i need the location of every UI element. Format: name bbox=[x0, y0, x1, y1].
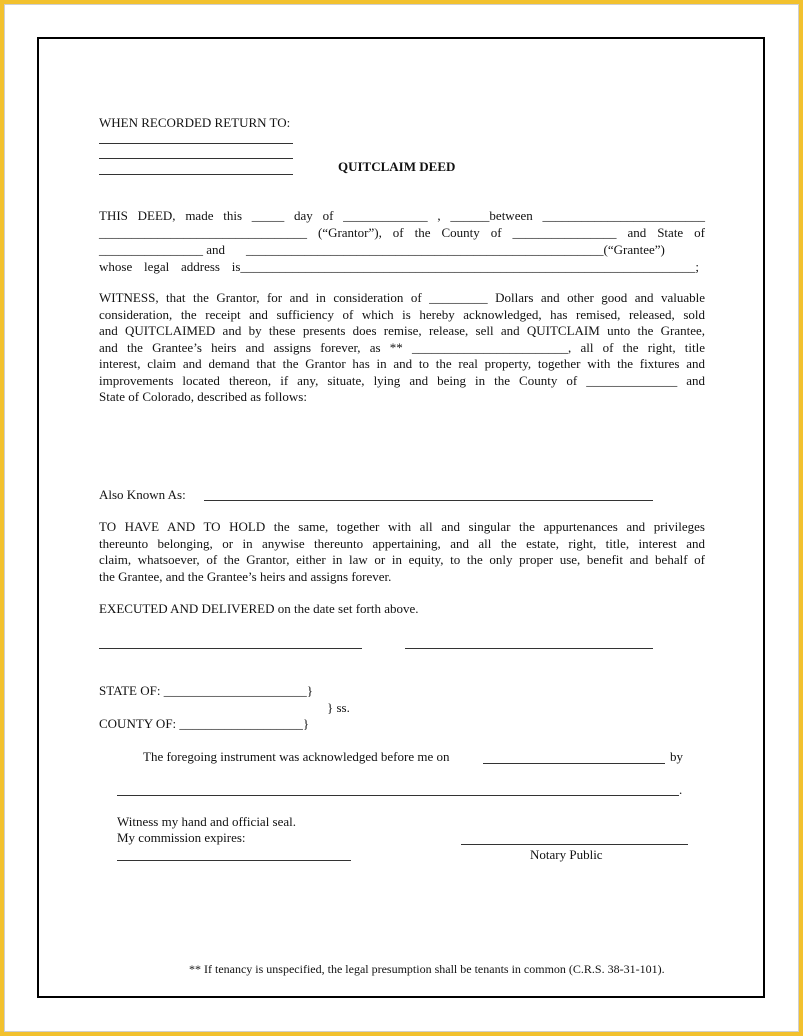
witness-seal-text: Witness my hand and official seal. bbox=[117, 814, 297, 829]
document-title: QUITCLAIM DEED bbox=[338, 159, 456, 174]
notary-signature-line[interactable] bbox=[461, 844, 688, 845]
county-of-field: COUNTY OF: ___________________} bbox=[99, 716, 310, 731]
witness-line-2: consideration, the receipt and sufficiency of which is hereby acknowledged, has remised, released, sold bbox=[99, 307, 705, 322]
return-line-1[interactable] bbox=[99, 143, 293, 144]
executed-text: EXECUTED AND DELIVERED on the date set forth above. bbox=[99, 601, 419, 616]
aka-line[interactable] bbox=[204, 500, 653, 501]
notary-public-label: Notary Public bbox=[530, 847, 603, 862]
witness-line-3: and QUITCLAIMED and by these presents does remise, release, sell and QUITCLAIM unto the Grantee, bbox=[99, 323, 705, 338]
witness-line-1: WITNESS, that the Grantor, for and in consideration of _________ Dollars and other good and valuable bbox=[99, 290, 705, 305]
habendum-line-2: thereunto belonging, or in anywise thereunto appertaining, and all the estate, right, title, interest and bbox=[99, 536, 705, 551]
acknowledged-by-line[interactable] bbox=[117, 795, 679, 796]
deed-intro-line-3a: ________________ and bbox=[99, 242, 226, 257]
acknowledgment-date-line[interactable] bbox=[483, 763, 665, 764]
commission-expires-label: My commission expires: bbox=[117, 830, 246, 845]
deed-intro-line-3b: _______________________________________________________(“Grantee”) bbox=[246, 242, 665, 257]
acknowledgment-period: . bbox=[679, 782, 683, 797]
return-line-2[interactable] bbox=[99, 158, 293, 159]
grantor-signature-line-2[interactable] bbox=[405, 648, 653, 649]
habendum-line-3: claim, whatsoever, of the Grantor, either in law or in equity, to the only proper use, benefit and behalf of bbox=[99, 552, 705, 567]
commission-date-line[interactable] bbox=[117, 860, 351, 861]
tenancy-footnote: ** If tenancy is unspecified, the legal presumption shall be tenants in common (C.R.S. 38-31-101). bbox=[189, 962, 665, 976]
acknowledgment-by: by bbox=[670, 749, 683, 764]
state-of-field: STATE OF: ______________________} bbox=[99, 683, 313, 698]
witness-line-7: State of Colorado, described as follows: bbox=[99, 389, 307, 404]
habendum-line-4: the Grantee, and the Grantee’s heirs and assigns forever. bbox=[99, 569, 392, 584]
deed-page bbox=[37, 37, 765, 998]
ss-marker: } ss. bbox=[327, 700, 350, 715]
aka-label: Also Known As: bbox=[99, 487, 186, 502]
witness-line-4: and the Grantee’s heirs and assigns forever, as ** ________________________, all of the right, title bbox=[99, 340, 705, 355]
return-to-label: WHEN RECORDED RETURN TO: bbox=[99, 115, 291, 130]
grantor-signature-line-1[interactable] bbox=[99, 648, 362, 649]
return-line-3[interactable] bbox=[99, 174, 293, 175]
witness-line-6: improvements located thereon, if any, situate, lying and being in the County of ______________ and bbox=[99, 373, 705, 388]
deed-intro-line-4: whose legal address is______________________________________________________________________; bbox=[99, 259, 699, 274]
acknowledgment-text: The foregoing instrument was acknowledged before me on bbox=[143, 749, 450, 764]
witness-line-5: interest, claim and demand that the Grantor has in and to the real property, together with the fixtures and bbox=[99, 356, 705, 371]
habendum-line-1: TO HAVE AND TO HOLD the same, together with all and singular the appurtenances and privileges bbox=[99, 519, 705, 534]
deed-intro-line-1: THIS DEED, made this _____ day of _____________ , ______between _________________________ bbox=[99, 208, 705, 223]
deed-intro-line-2: ________________________________ (“Grantor”), of the County of ________________ and State of bbox=[99, 225, 705, 240]
